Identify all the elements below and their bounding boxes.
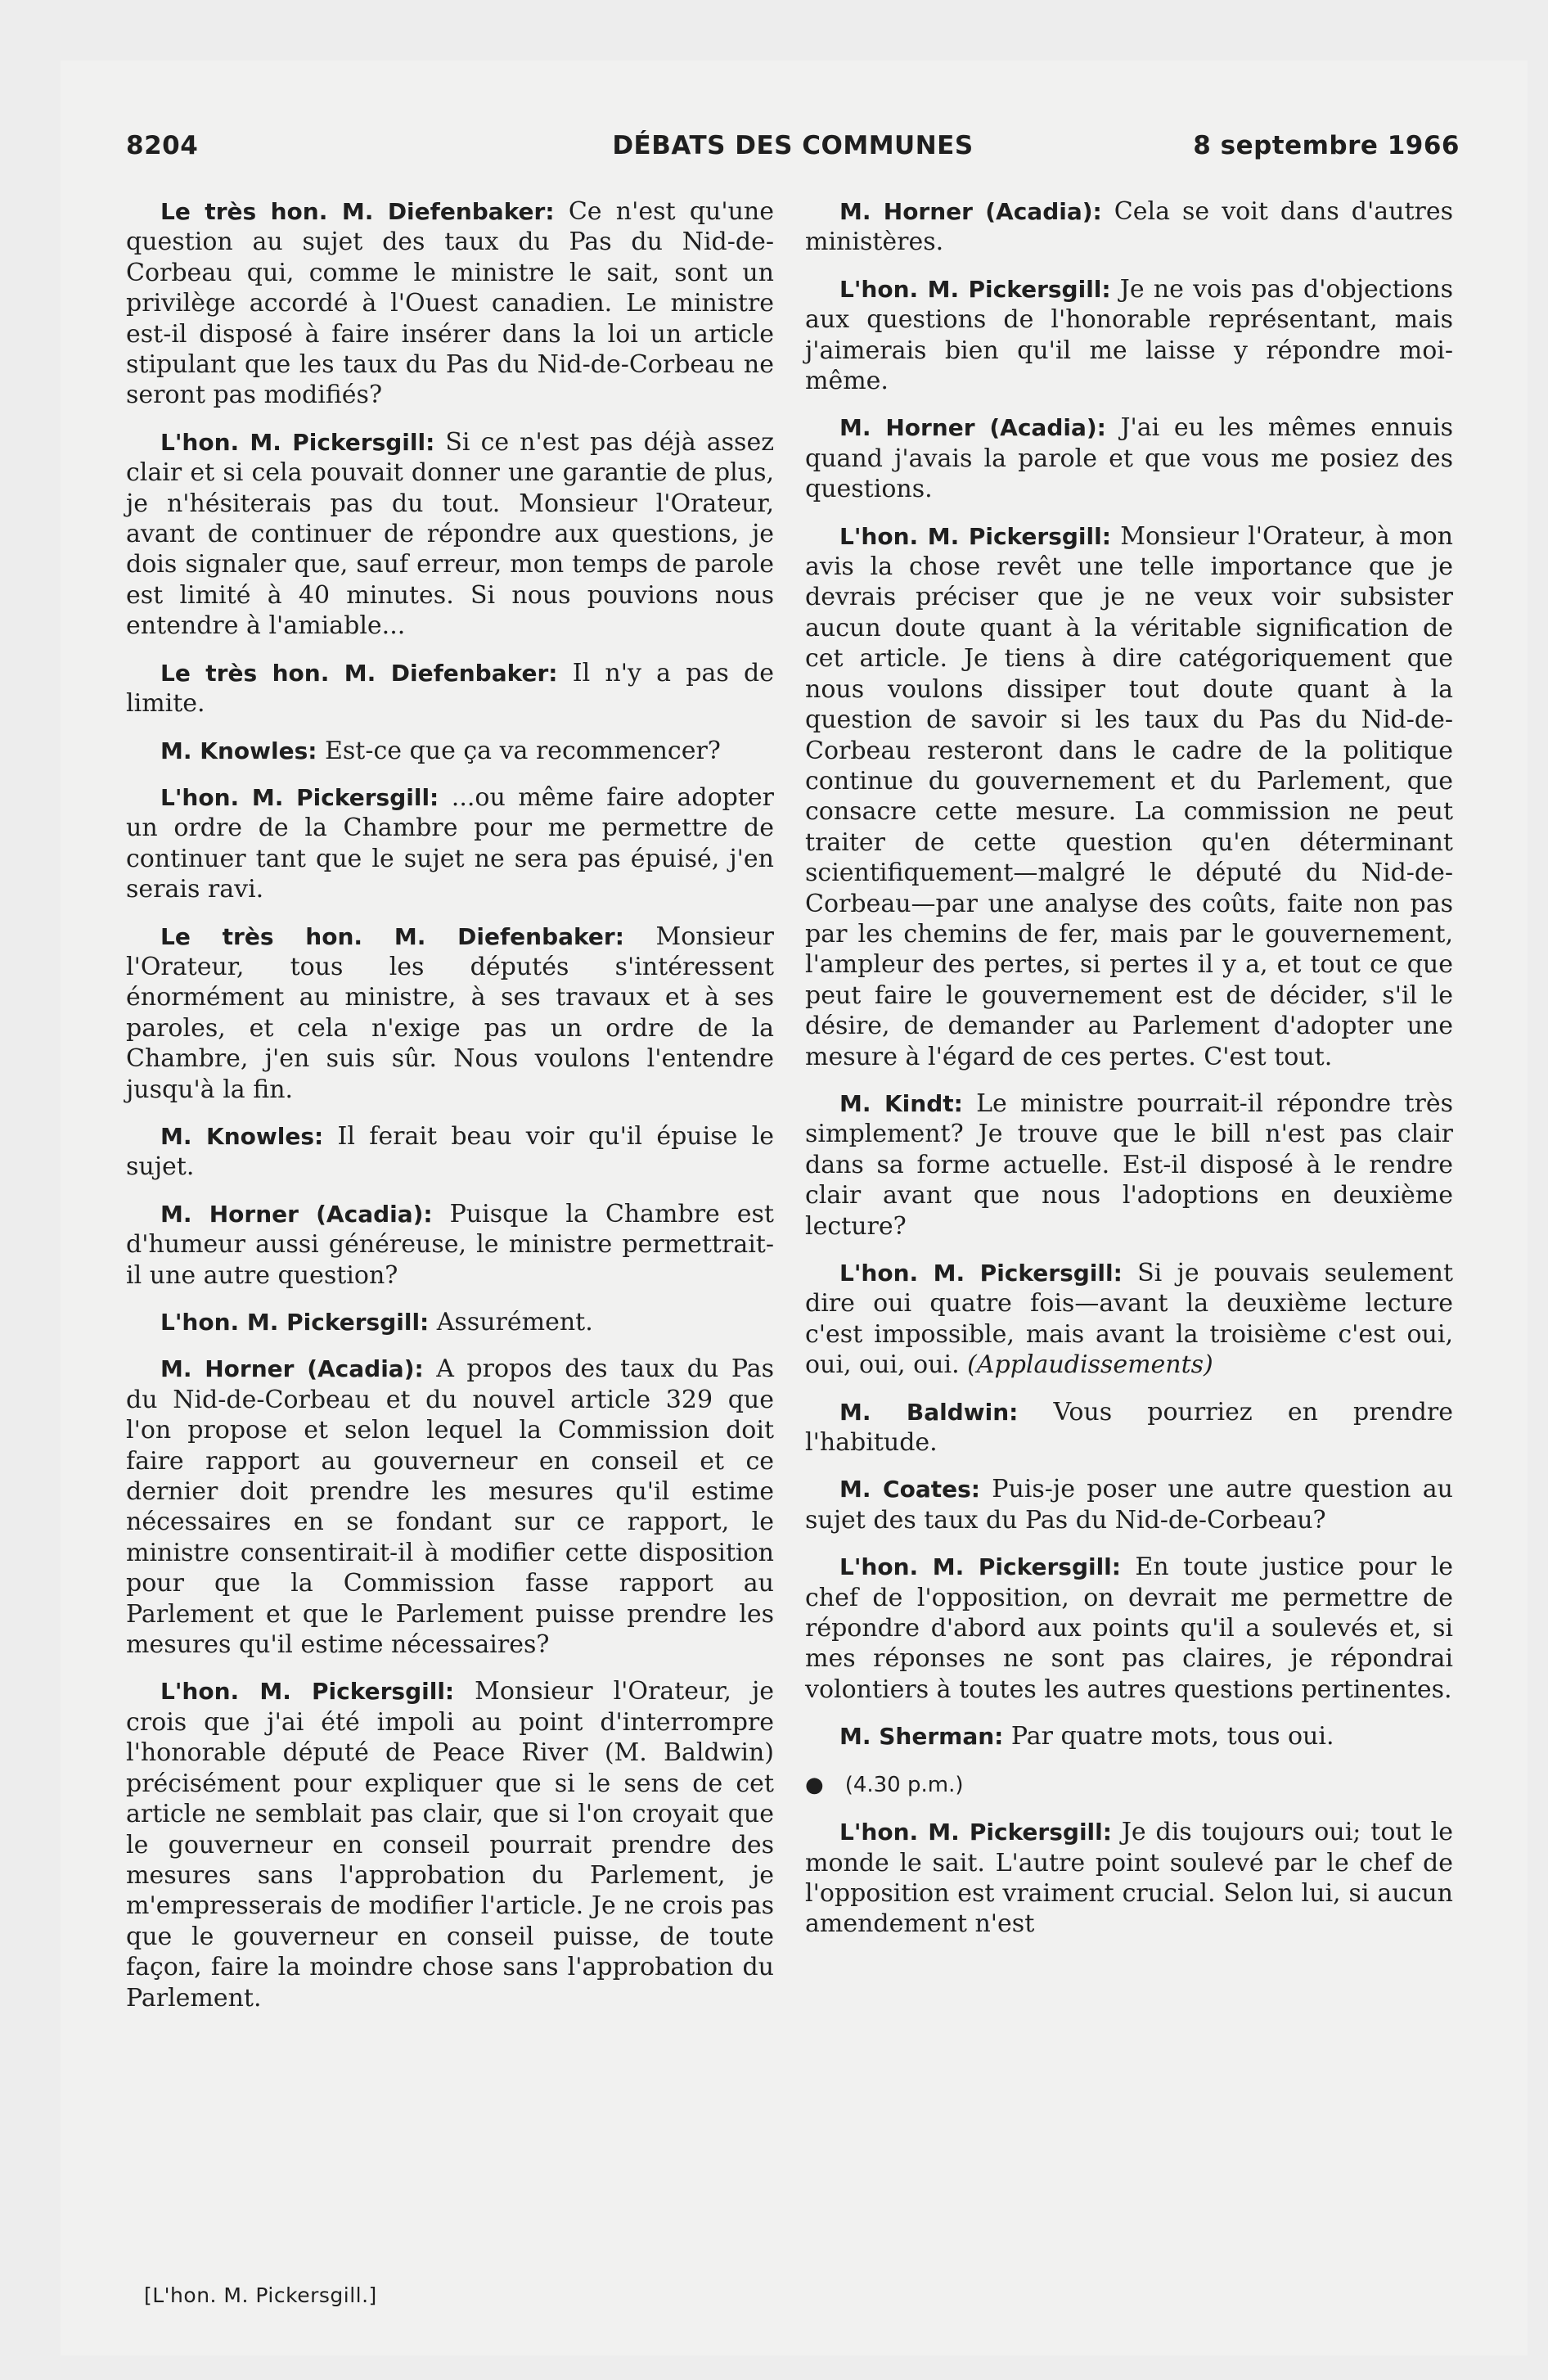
speech-text: Puisque la Chambre est d'humeur aussi généreuse, le ministre permettrait-il une autre question? [126,1199,774,1290]
speech-paragraph [805,521,1453,1072]
running-footer: [L'hon. M. Pickersgill.] [144,2283,377,2307]
time-stamp: (4.30 p.m.) [844,1772,964,1797]
speech-text: Le ministre pourrait-il répondre très simplement? Je trouve que le bill n'est pas clair dans sa forme actuelle. Est-il disposé à le rendre clair avant que nous l'adoptions en deuxième lecture? [805,1089,1453,1241]
speech-paragraph [126,922,774,1105]
speech-text: Il ferait beau voir qu'il épuise le sujet. [126,1121,774,1182]
speech-paragraph [805,1552,1453,1705]
speaker-name: L'hon. M. Pickersgill: [160,783,439,811]
speaker-name: L'hon. M. Pickersgill: [160,1309,430,1336]
speech-text: Monsieur l'Orateur, je crois que j'ai été impoli au point d'interrompre l'honorable député de Peace River (M. Baldwin) précisément pour expliquer que si le sens de cet article ne semblait pas clair, que si l'on croyait que le gouverneur en conseil pourrait prendre des mesures sans l'approbation du Parlement, je m'empresserais de modifier l'article. Je ne crois pas que le gouverneur en conseil puisse, de toute façon, faire la moindre chose sans l'approbation du Parlement. [126,1677,775,2013]
speaker-name: M. Sherman: [839,1723,1004,1751]
stage-direction: (Applaudissements) [967,1350,1213,1380]
speaker-name: M. Knowles: [160,737,317,764]
speech-paragraph [805,274,1453,397]
speaker-name: Le très hon. M. Diefenbaker: [160,659,558,687]
speaker-name: Le très hon. M. Diefenbaker: [160,922,624,950]
right-column [805,196,1453,1956]
speech-text: Puis-je poser une autre question au sujet des taux du Pas du Nid-de-Corbeau? [805,1475,1453,1535]
speech-paragraph [805,1474,1453,1535]
page-number: 8204 [126,131,199,160]
speaker-name: L'hon. M. Pickersgill: [839,522,1111,550]
speech-text: En toute justice pour le chef de l'opposition, on devrait me permettre de répondre d'abord aux points qu'il a soulevés et, si mes réponses ne sont pas claires, je répondrai volontiers à toutes les autres questions pertinentes. [805,1553,1453,1704]
speaker-name: M. Horner (Acadia): [839,198,1102,225]
speaker-name: L'hon. M. Pickersgill: [160,1678,455,1706]
speaker-name: M. Horner (Acadia): [839,414,1106,442]
speech-paragraph [805,1817,1453,1940]
speech-text: J'ai eu les mêmes ennuis quand j'avais la parole et que vous me posiez des questions. [805,413,1453,504]
speech-text: Ce n'est qu'une question au sujet des taux du Pas du Nid-de-Corbeau qui, comme le ministre le sait, sont un privilège accordé à l'Ouest canadien. Le ministre est-il disposé à faire insérer dans la loi un article stipulant que les taux du Pas du Nid-de-Corbeau ne seront pas modifiés? [126,197,774,410]
speech-paragraph [805,1397,1453,1458]
speaker-name: M. Kindt: [839,1089,963,1117]
speech-text: Si ce n'est pas déjà assez clair et si cela pouvait donner une garantie de plus, je n'hésiterais pas du tout. Monsieur l'Orateur, avant de continuer de répondre aux questions, je dois signaler que, sauf erreur, mon temps de parole est limité à 40 minutes. Si nous pouvions nous entendre à l'amiable... [126,427,775,641]
speech-paragraph [805,412,1453,504]
speech-paragraph [126,196,774,411]
speaker-name: L'hon. M. Pickersgill: [839,1260,1123,1287]
speech-text: Il n'y a pas de limite. [126,658,774,719]
speech-text: Si je pouvais seulement dire oui quatre fois—avant la deuxième lecture c'est impossible, mais avant la troisième c'est oui, oui, oui, oui. [805,1259,1454,1380]
speech-paragraph [126,782,774,905]
speech-paragraph [805,1089,1453,1242]
speech-paragraph [805,1258,1453,1381]
speaker-name: M. Knowles: [160,1122,324,1150]
speech-paragraph [126,658,774,719]
speech-paragraph [805,1721,1453,1751]
speaker-name: L'hon. M. Pickersgill: [160,428,435,456]
speaker-name: M. Coates: [839,1476,980,1503]
left-column [126,196,774,2030]
speech-text: Est-ce que ça va recommencer? [317,736,721,765]
sitting-date: 8 septembre 1966 [1193,131,1460,160]
time-marker [805,1769,1453,1801]
speech-paragraph [126,736,774,766]
speech-text: A propos des taux du Pas du Nid-de-Corbeau et du nouvel article 329 que l'on propose et selon lequel la Commission doit faire rapport au gouverneur en conseil et ce dernier doit prendre les mesures qu'il estime nécessaires en se fondant sur ce rapport, le ministre consentirait-il à modifier cette disposition pour que la Commission fasse rapport au Parlement et que le Parlement puisse prendre les mesures qu'il estime nécessaires? [126,1355,774,1660]
speech-paragraph [126,427,774,642]
page-header [126,131,1460,172]
speech-text: Je ne vois pas d'objections aux questions de l'honorable représentant, mais j'aimerais bien qu'il me laisse y répondre moi-même. [805,274,1453,396]
speech-text: Monsieur l'Orateur, à mon avis la chose revêt une telle importance que je devrais préciser que je ne veux voir subsister aucun doute quant à la véritable signification de cet article. Je tiens à dire catégoriquement que nous voulons dissiper tout doute quant à la question de savoir si les taux du Pas du Nid-de-Corbeau resteront dans le cadre de la politique continue du gouvernement et du Parlement, que consacre cette mesure. La commission ne peut traiter de cette question qu'en déterminant scientifiquement—malgré le député du Nid-de-Corbeau—par une analyse des coûts, faite non pas par les chemins de fer, mais par le gouvernement, l'ampleur des pertes, si pertes il y a, et tout ce que peut faire le gouvernement est de décider, s'il le désire, de demander au Parlement d'adopter une mesure à l'égard de ces pertes. C'est tout. [805,521,1453,1071]
speaker-name: Le très hon. M. Diefenbaker: [160,198,555,225]
speech-text: Cela se voit dans d'autres ministères. [805,197,1453,257]
speech-paragraph [126,1199,774,1291]
speech-paragraph [126,1307,774,1337]
journal-title: DÉBATS DES COMMUNES [612,131,974,160]
speaker-name: L'hon. M. Pickersgill: [839,1819,1112,1846]
speech-paragraph [126,1676,774,2013]
speech-text: Je dis toujours oui; tout le monde le sait. L'autre point soulevé par le chef de l'opposition est vraiment crucial. Selon lui, si aucun amendement n'est [805,1818,1454,1939]
speaker-name: M. Baldwin: [839,1398,1019,1426]
speaker-name: M. Horner (Acadia): [160,1200,433,1228]
speech-paragraph [805,196,1453,258]
speech-text: Par quatre mots, tous oui. [1003,1722,1334,1751]
speaker-name: L'hon. M. Pickersgill: [839,275,1111,303]
speaker-name: L'hon. M. Pickersgill: [839,1553,1121,1581]
speech-text: Assurément. [429,1308,593,1336]
speech-text: Vous pourriez en prendre l'habitude. [805,1397,1453,1458]
speech-paragraph [126,1354,774,1660]
speech-paragraph [126,1121,774,1183]
speech-text: Monsieur l'Orateur, tous les députés s'intéressent énormément au ministre, à ses travaux et à ses paroles, et cela n'exige pas un ordre de la Chambre, j'en suis sûr. Nous voulons l'entendre jusqu'à la fin. [126,922,774,1104]
bullet-icon: ● [805,1772,824,1797]
speaker-name: M. Horner (Acadia): [160,1355,424,1383]
speech-text: ...ou même faire adopter un ordre de la Chambre pour me permettre de continuer tant que le sujet ne sera pas épuisé, j'en serais ravi. [126,782,774,904]
